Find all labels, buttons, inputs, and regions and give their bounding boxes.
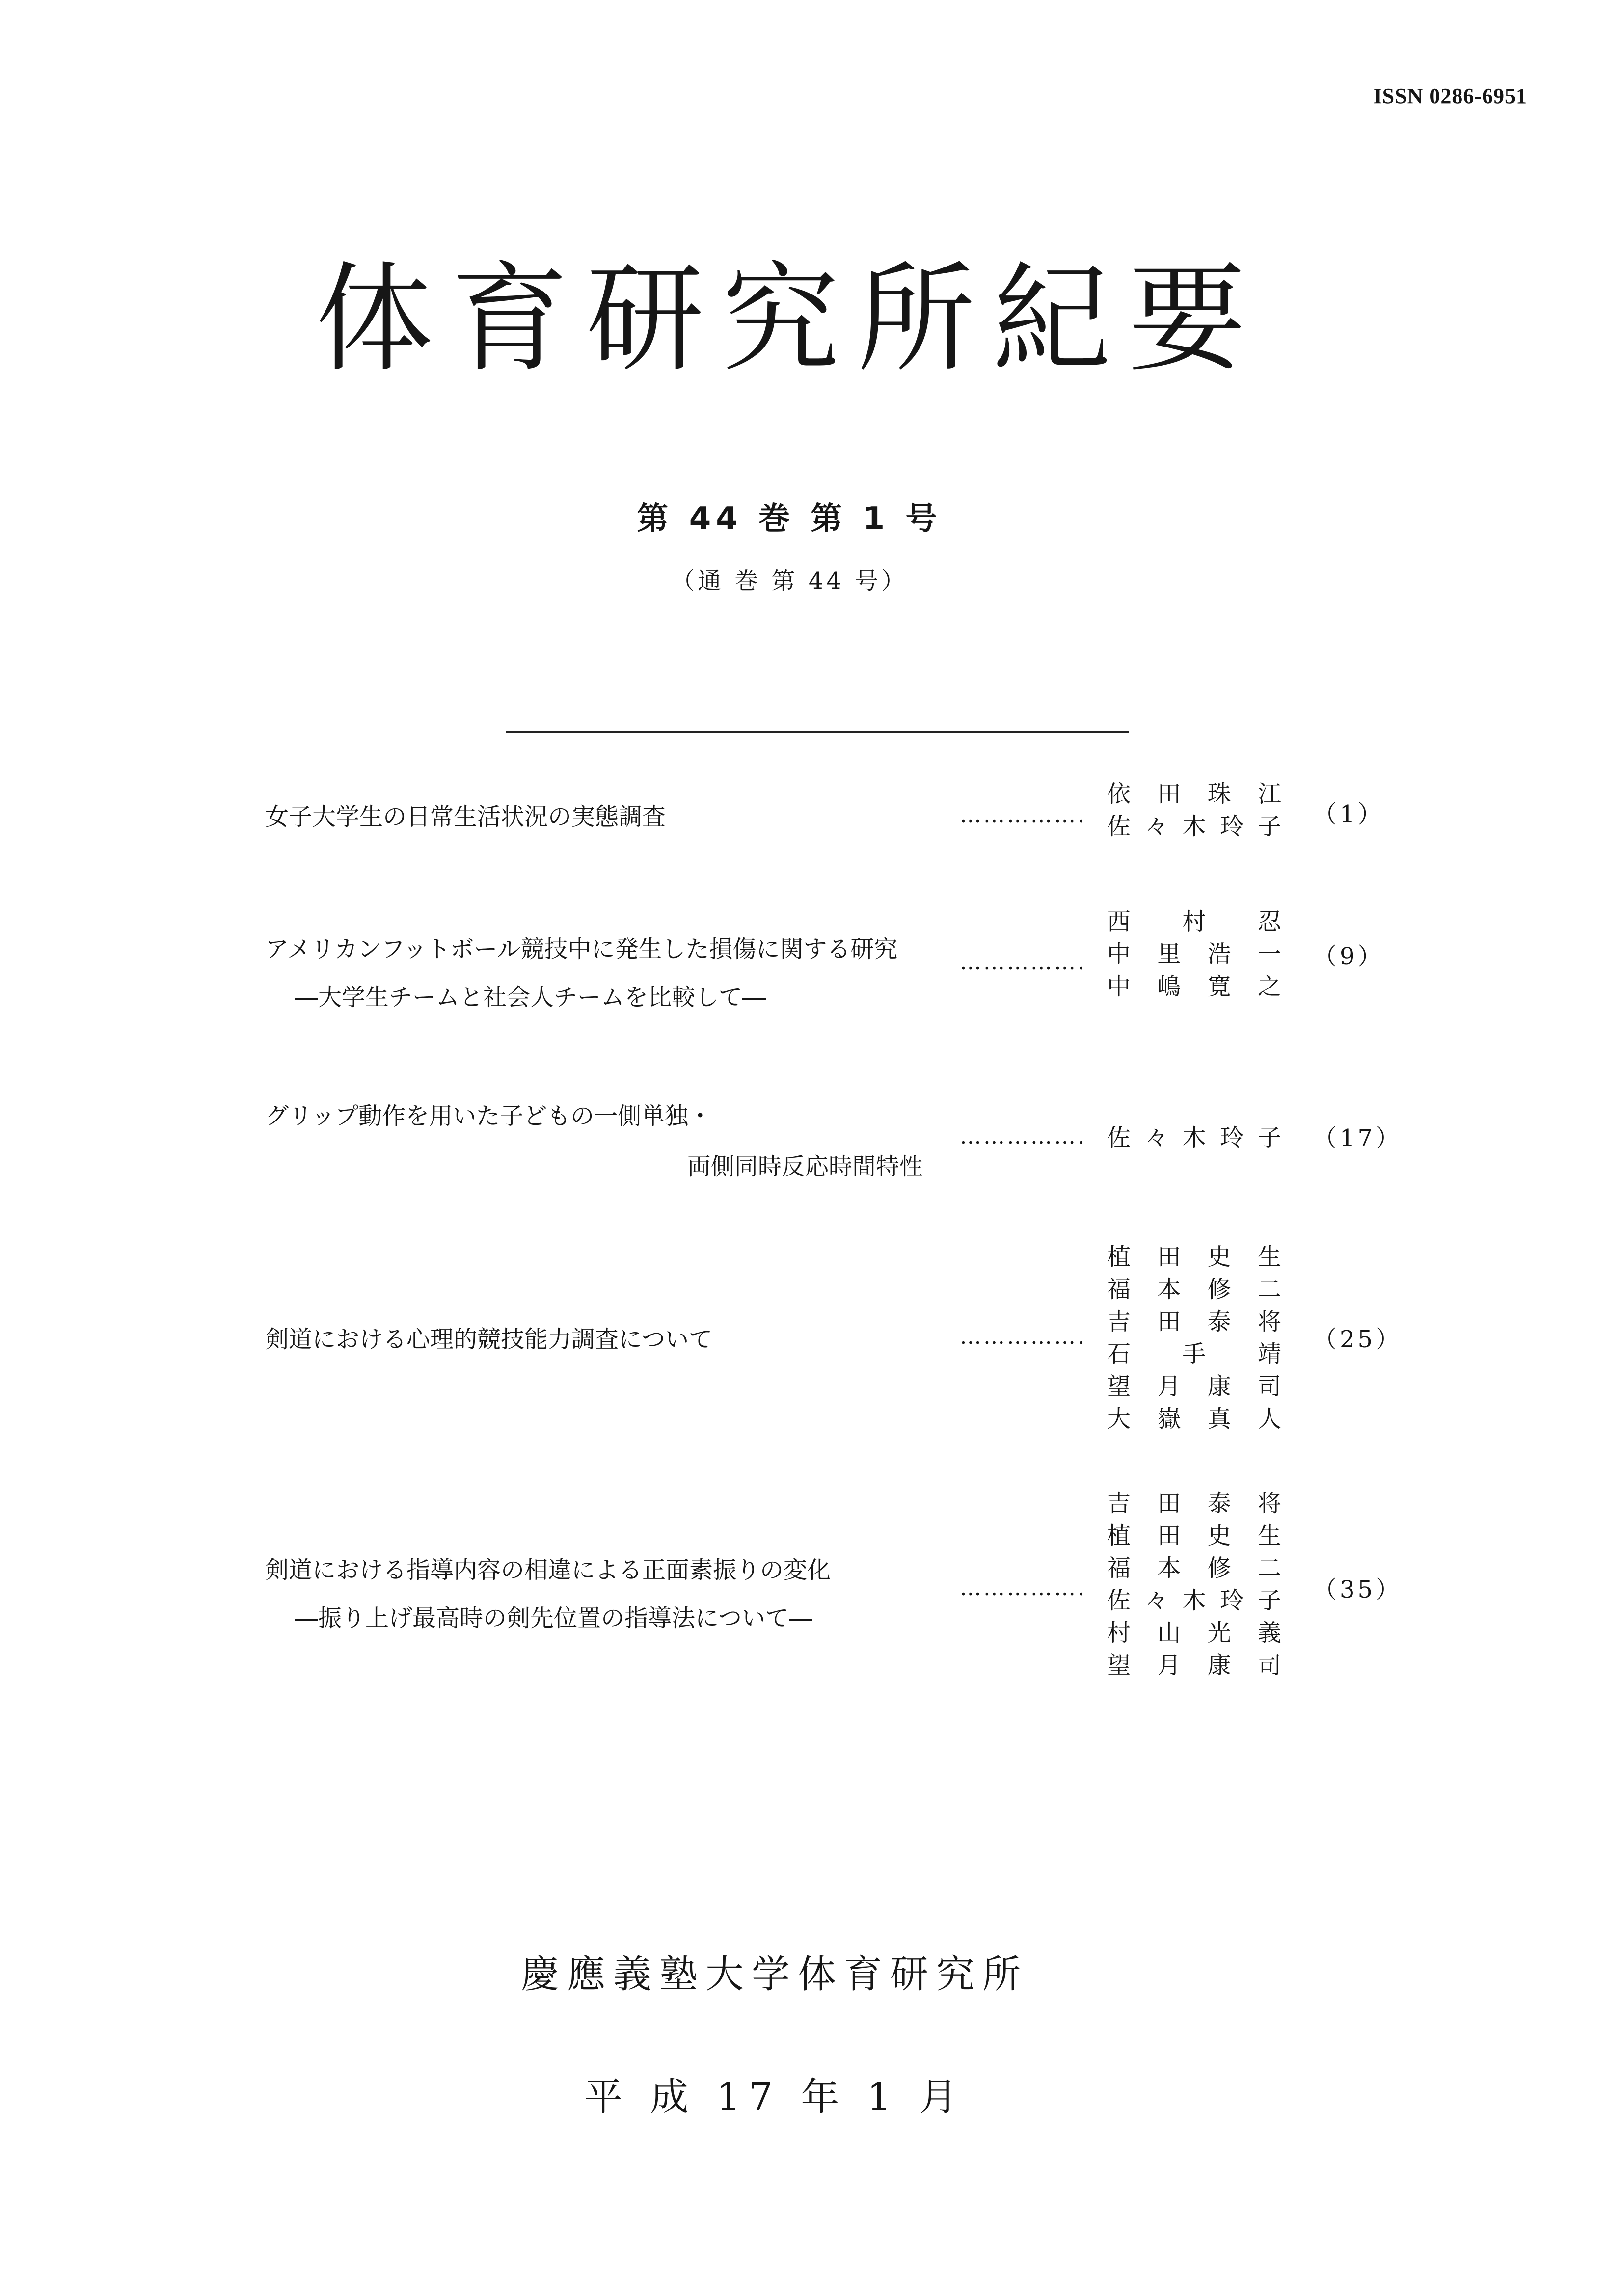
author-name: 植田史生 xyxy=(1107,1522,1281,1549)
author-name: 石手靖 xyxy=(1107,1340,1281,1368)
author-name: 佐々木玲子 xyxy=(1107,813,1281,840)
leader-dots: ……………. xyxy=(960,1575,1086,1601)
volume-number: 第 44 巻 第 1 号 xyxy=(637,501,942,537)
issn-number: ISSN 0286-6951 xyxy=(1373,84,1527,108)
page-number: （1） xyxy=(1313,801,1384,828)
entry-subtitle: ―大学生チームと社会人チームを比較して― xyxy=(295,984,766,1011)
entry-subtitle: ―振り上げ最高時の剣先位置の指導法について― xyxy=(295,1604,813,1632)
author-name: 望月康司 xyxy=(1107,1652,1281,1679)
page-number: （17） xyxy=(1313,1124,1403,1152)
leader-dots: ……………. xyxy=(960,1124,1086,1149)
author-name: 大嶽真人 xyxy=(1107,1405,1281,1433)
author-name: 望月康司 xyxy=(1107,1373,1281,1400)
divider-line xyxy=(506,731,1129,733)
journal-title: 体育研究所紀要 xyxy=(315,250,1264,388)
page-number: （35） xyxy=(1313,1576,1403,1603)
author-name: 中里浩一 xyxy=(1107,940,1281,968)
leader-dots: ……………. xyxy=(960,1324,1086,1349)
page-number: （25） xyxy=(1313,1326,1403,1353)
page-number: （9） xyxy=(1313,943,1384,970)
entry-title: アメリカンフットボール競技中に発生した損傷に関する研究 xyxy=(265,935,898,963)
entry-title-continued: 両側同時反応時間特性 xyxy=(687,1153,923,1180)
leader-dots: ……………. xyxy=(960,950,1086,975)
author-name: 福本修二 xyxy=(1107,1554,1281,1582)
leader-dots: ……………. xyxy=(960,802,1086,828)
entry-title: 女子大学生の日常生活状況の実態調査 xyxy=(265,803,666,830)
author-name: 福本修二 xyxy=(1107,1276,1281,1303)
author-name: 佐々木玲子 xyxy=(1107,1124,1281,1151)
author-name: 佐々木玲子 xyxy=(1107,1587,1281,1614)
author-name: 植田史生 xyxy=(1107,1243,1281,1271)
entry-title: グリップ動作を用いた子どもの一側単独・ xyxy=(265,1102,712,1130)
publication-date: 平 成 17 年 1 月 xyxy=(584,2075,966,2119)
publisher-name: 慶應義塾大学体育研究所 xyxy=(520,1952,1028,1997)
author-name: 吉田泰将 xyxy=(1107,1308,1281,1335)
author-name: 吉田泰将 xyxy=(1107,1490,1281,1517)
author-name: 西村忍 xyxy=(1107,908,1281,935)
author-name: 中嶋寛之 xyxy=(1107,973,1281,1000)
author-name: 依田珠江 xyxy=(1107,780,1281,808)
entry-title: 剣道における心理的競技能力調査について xyxy=(265,1326,713,1353)
serial-number: （通 巻 第 44 号） xyxy=(671,567,908,595)
author-name: 村山光義 xyxy=(1107,1619,1281,1647)
entry-title: 剣道における指導内容の相違による正面素振りの変化 xyxy=(265,1556,831,1584)
